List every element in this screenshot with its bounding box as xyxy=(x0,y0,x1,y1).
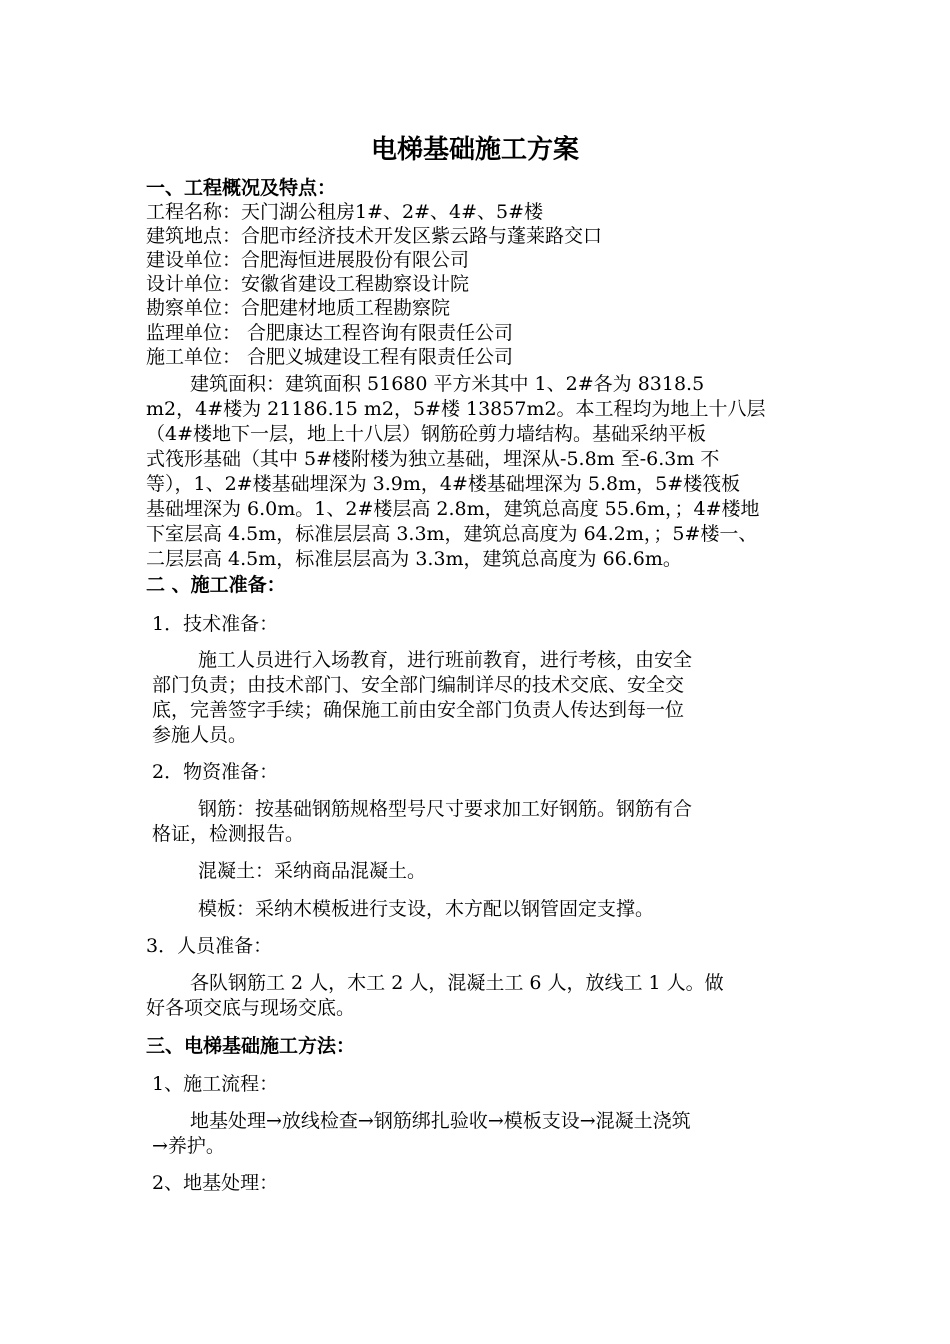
paragraph-line: 好各项交底与现场交底。 xyxy=(146,997,356,1019)
info-line: 监理单位： 合肥康达工程咨询有限责任公司 xyxy=(146,322,514,344)
paragraph-line: 部门负责；由技术部门、安全部门编制详尽的技术交底、安全交 xyxy=(152,674,685,696)
overview-paragraph-line: （4#楼地下一层，地上十八层）钢筋砼剪力墙结构。基础采纳平板 xyxy=(146,423,707,445)
paragraph-line: 各队钢筋工 2 人，木工 2 人，混凝土工 6 人，放线工 1 人。做 xyxy=(190,972,724,994)
section-2-heading: 二 、施工准备： xyxy=(146,574,286,596)
info-line: 建筑地点：合肥市经济技术开发区紫云路与蓬莱路交口 xyxy=(146,225,603,247)
paragraph-line: 混凝土：采纳商品混凝土。 xyxy=(198,860,427,882)
subsection-title: 3．人员准备： xyxy=(146,935,273,957)
paragraph-line: 底，完善签字手续；确保施工前由安全部门负责人传达到每一位 xyxy=(152,699,685,721)
paragraph-line: 格证，检测报告。 xyxy=(152,823,305,845)
paragraph-line: →养护。 xyxy=(152,1135,225,1157)
info-line: 建设单位：合肥海恒进展股份有限公司 xyxy=(146,249,470,271)
overview-paragraph-line: 下室层高 4.5m，标准层层高 3.3m，建筑总高度为 64.2m，；5#楼一、 xyxy=(146,523,758,545)
info-line: 施工单位： 合肥义城建设工程有限责任公司 xyxy=(146,346,514,368)
paragraph-line: 参施人员。 xyxy=(152,724,248,746)
subsection-title: 2．物资准备： xyxy=(152,761,279,783)
overview-paragraph-line: 等），1、2#楼基础埋深为 3.9m，4#楼基础埋深为 5.8m，5#楼筏板 xyxy=(146,473,741,495)
paragraph-line: 地基处理→放线检查→钢筋绑扎验收→模板支设→混凝土浇筑 xyxy=(190,1110,691,1132)
subsection-title: 2、地基处理： xyxy=(152,1172,279,1194)
info-line: 工程名称：天门湖公租房1#、2#、4#、5#楼 xyxy=(146,201,544,223)
paragraph-line: 钢筋：按基础钢筋规格型号尺寸要求加工好钢筋。钢筋有合 xyxy=(198,798,693,820)
paragraph-line: 模板：采纳木模板进行支设，木方配以钢管固定支撑。 xyxy=(198,898,655,920)
document-title: 电梯基础施工方案 xyxy=(370,135,579,165)
info-line: 设计单位：安徽省建设工程勘察设计院 xyxy=(146,273,470,295)
overview-paragraph-line: 二层层高 4.5m，标准层层高为 3.3m，建筑总高度为 66.6m。 xyxy=(146,548,682,570)
info-line: 勘察单位：合肥建材地质工程勘察院 xyxy=(146,297,451,319)
overview-paragraph-line: m2，4#楼为 21186.15 m2，5#楼 13857m2。本工程均为地上十八层 xyxy=(146,398,766,420)
section-3-heading: 三、电梯基础施工方法： xyxy=(146,1035,356,1057)
overview-paragraph-line: 建筑面积：建筑面积 51680 平方米其中 1、2#各为 8318.5 xyxy=(190,373,705,395)
overview-paragraph-line: 基础埋深为 6.0m。1、2#楼层高 2.8m，建筑总高度 55.6m，；4#楼地 xyxy=(146,498,760,520)
paragraph-line: 施工人员进行入场教育，进行班前教育，进行考核，由安全 xyxy=(198,649,693,671)
subsection-title: 1、施工流程： xyxy=(152,1073,279,1095)
subsection-title: 1．技术准备： xyxy=(152,613,279,635)
section-1-heading: 一、工程概况及特点： xyxy=(146,177,337,199)
overview-paragraph-line: 式筏形基础（其中 5#楼附楼为独立基础，埋深从-5.8m 至-6.3m 不 xyxy=(146,448,720,470)
